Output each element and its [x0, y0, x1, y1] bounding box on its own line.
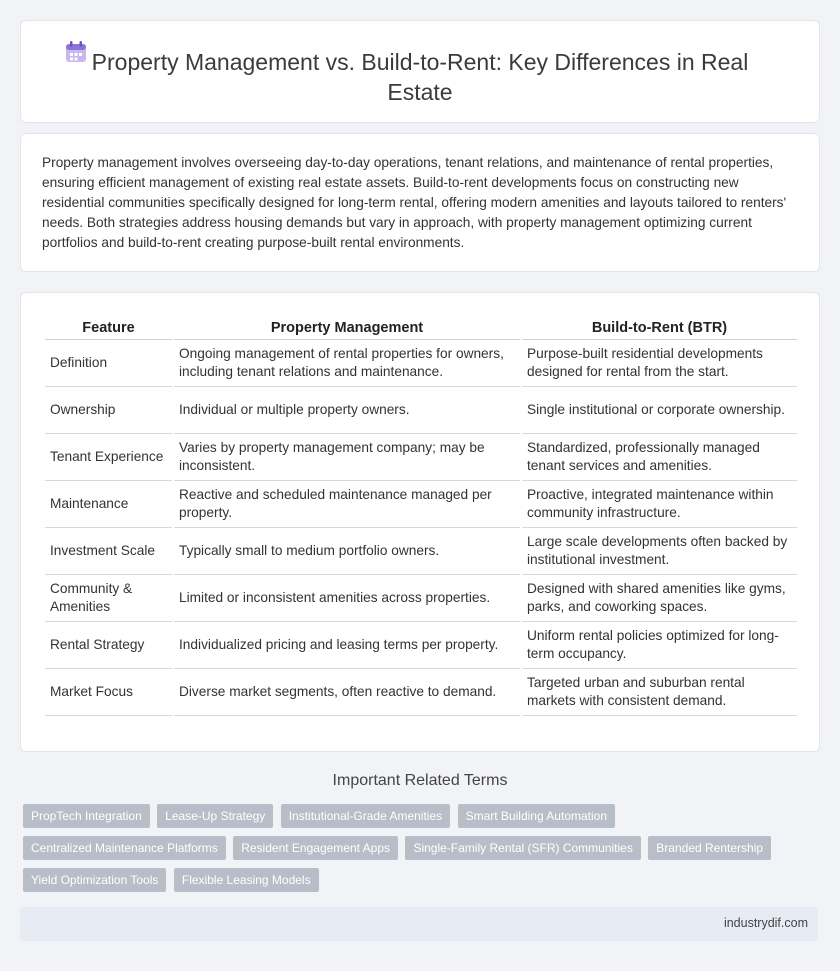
table-row [45, 481, 797, 528]
row-property-management: Typically small to medium portfolio owners. [174, 528, 520, 575]
row-build-to-rent: Uniform rental policies optimized for long-term occupancy. [522, 622, 797, 669]
row-build-to-rent: Proactive, integrated maintenance within community infrastructure. [522, 481, 797, 528]
related-tag[interactable]: Resident Engagement Apps [233, 836, 398, 860]
related-tag[interactable]: PropTech Integration [23, 804, 150, 828]
table-row [45, 669, 797, 716]
row-feature: Tenant Experience [45, 434, 172, 481]
table-row [45, 434, 797, 481]
header-card [20, 20, 820, 123]
related-tag[interactable]: Institutional-Grade Amenities [281, 804, 450, 828]
header-build-to-rent: Build-to-Rent (BTR) [522, 315, 797, 340]
table-row [45, 528, 797, 575]
related-terms-list [23, 804, 803, 900]
page-title: Property Management vs. Build-to-Rent: Key Differences in Real Estate [91, 49, 749, 105]
row-feature: Maintenance [45, 481, 172, 528]
row-property-management: Reactive and scheduled maintenance managed per property. [174, 481, 520, 528]
row-property-management: Limited or inconsistent amenities across properties. [174, 575, 520, 622]
row-feature: Market Focus [45, 669, 172, 716]
header-feature: Feature [45, 315, 172, 340]
row-build-to-rent: Purpose-built residential developments designed for rental from the start. [522, 340, 797, 387]
table-row [45, 575, 797, 622]
footer-site-link[interactable]: industrydif.com [723, 916, 808, 930]
row-property-management: Individualized pricing and leasing terms per property. [174, 622, 520, 669]
row-feature: Definition [45, 340, 172, 387]
row-feature: Investment Scale [45, 528, 172, 575]
related-tag[interactable]: Flexible Leasing Models [174, 868, 319, 892]
row-build-to-rent: Single institutional or corporate ownership. [522, 387, 797, 434]
table-row [45, 387, 797, 434]
intro-paragraph: Property management involves overseeing day-to-day operations, tenant relations, and maintenance of rental properties, ensuring efficient management of existing real estate assets. Build-to-rent developments focus on constructing new residential communities specifically designed for long-term rental, offering modern amenities and layouts tailored to renters' needs. Both strategies address housing demands but vary in approach, with property management optimizing current portfolios and build-to-rent creating purpose-built rental environments. [42, 155, 787, 250]
row-build-to-rent: Large scale developments often backed by institutional investment. [522, 528, 797, 575]
table-row [45, 622, 797, 669]
row-build-to-rent: Designed with shared amenities like gyms, parks, and coworking spaces. [522, 575, 797, 622]
related-tag[interactable]: Smart Building Automation [458, 804, 615, 828]
row-feature: Ownership [45, 387, 172, 434]
footer [20, 907, 818, 941]
row-build-to-rent: Targeted urban and suburban rental markets with consistent demand. [522, 669, 797, 716]
related-tag[interactable]: Branded Rentership [648, 836, 771, 860]
table-header-row [45, 315, 797, 340]
row-property-management: Varies by property management company; may be inconsistent. [174, 434, 520, 481]
row-build-to-rent: Standardized, professionally managed tenant services and amenities. [522, 434, 797, 481]
related-tag[interactable]: Lease-Up Strategy [157, 804, 273, 828]
row-feature: Community & Amenities [45, 575, 172, 622]
row-property-management: Individual or multiple property owners. [174, 387, 520, 434]
comparison-card [20, 292, 820, 752]
row-feature: Rental Strategy [45, 622, 172, 669]
comparison-table [43, 315, 799, 716]
table-row [45, 340, 797, 387]
row-property-management: Ongoing management of rental properties for owners, including tenant relations and maintenance. [174, 340, 520, 387]
header-property-management: Property Management [174, 315, 520, 340]
related-terms-title: Important Related Terms [332, 772, 508, 789]
related-tag[interactable]: Centralized Maintenance Platforms [23, 836, 226, 860]
related-tag[interactable]: Yield Optimization Tools [23, 868, 166, 892]
intro-card [20, 133, 820, 272]
related-tag[interactable]: Single-Family Rental (SFR) Communities [405, 836, 640, 860]
row-property-management: Diverse market segments, often reactive to demand. [174, 669, 520, 716]
